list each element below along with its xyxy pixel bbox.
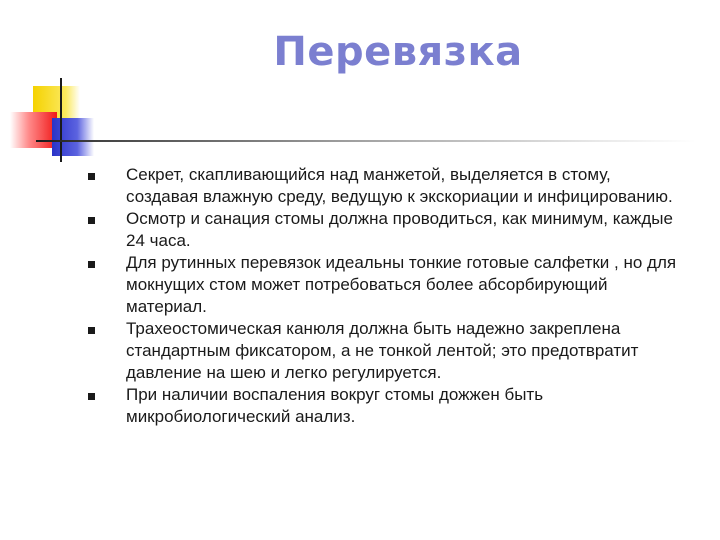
bullet-item [0,164,686,208]
square-bullet-icon [88,217,95,224]
bullet-text: Осмотр и санация стомы должна проводиться, как минимум, каждые 24 часа. [126,209,673,250]
bullet-item [0,208,686,252]
vertical-rule-decoration [60,78,62,162]
square-bullet-icon [88,173,95,180]
slide-title: Перевязка [273,29,523,75]
square-bullet-icon [88,261,95,268]
bullet-item [0,318,686,384]
square-bullet-icon [88,327,95,334]
blue-square-decoration [52,118,94,156]
bullet-text: Секрет, скапливающийся над манжетой, выделяется в стому, создавая влажную среду, ведущую к экскориации и инфицированию. [126,165,673,206]
bullet-list [0,164,720,428]
bullet-text: При наличии воспаления вокруг стомы дожжен быть микробиологический анализ. [126,385,544,426]
bullet-text: Для рутинных перевязок идеальны тонкие готовые салфетки , но для мокнущих стом может потребоваться более абсорбирующий материал. [126,253,677,316]
bullet-item [0,252,686,318]
red-square-decoration [10,112,57,148]
square-bullet-icon [88,393,95,400]
bullet-item [0,384,686,428]
bullet-text: Трахеостомическая канюля должна быть надежно закреплена стандартным фиксатором, а не тонкой лентой; это предотвратит давление на шею и легко регулируется. [126,319,639,382]
title-underline-rule [36,140,696,142]
